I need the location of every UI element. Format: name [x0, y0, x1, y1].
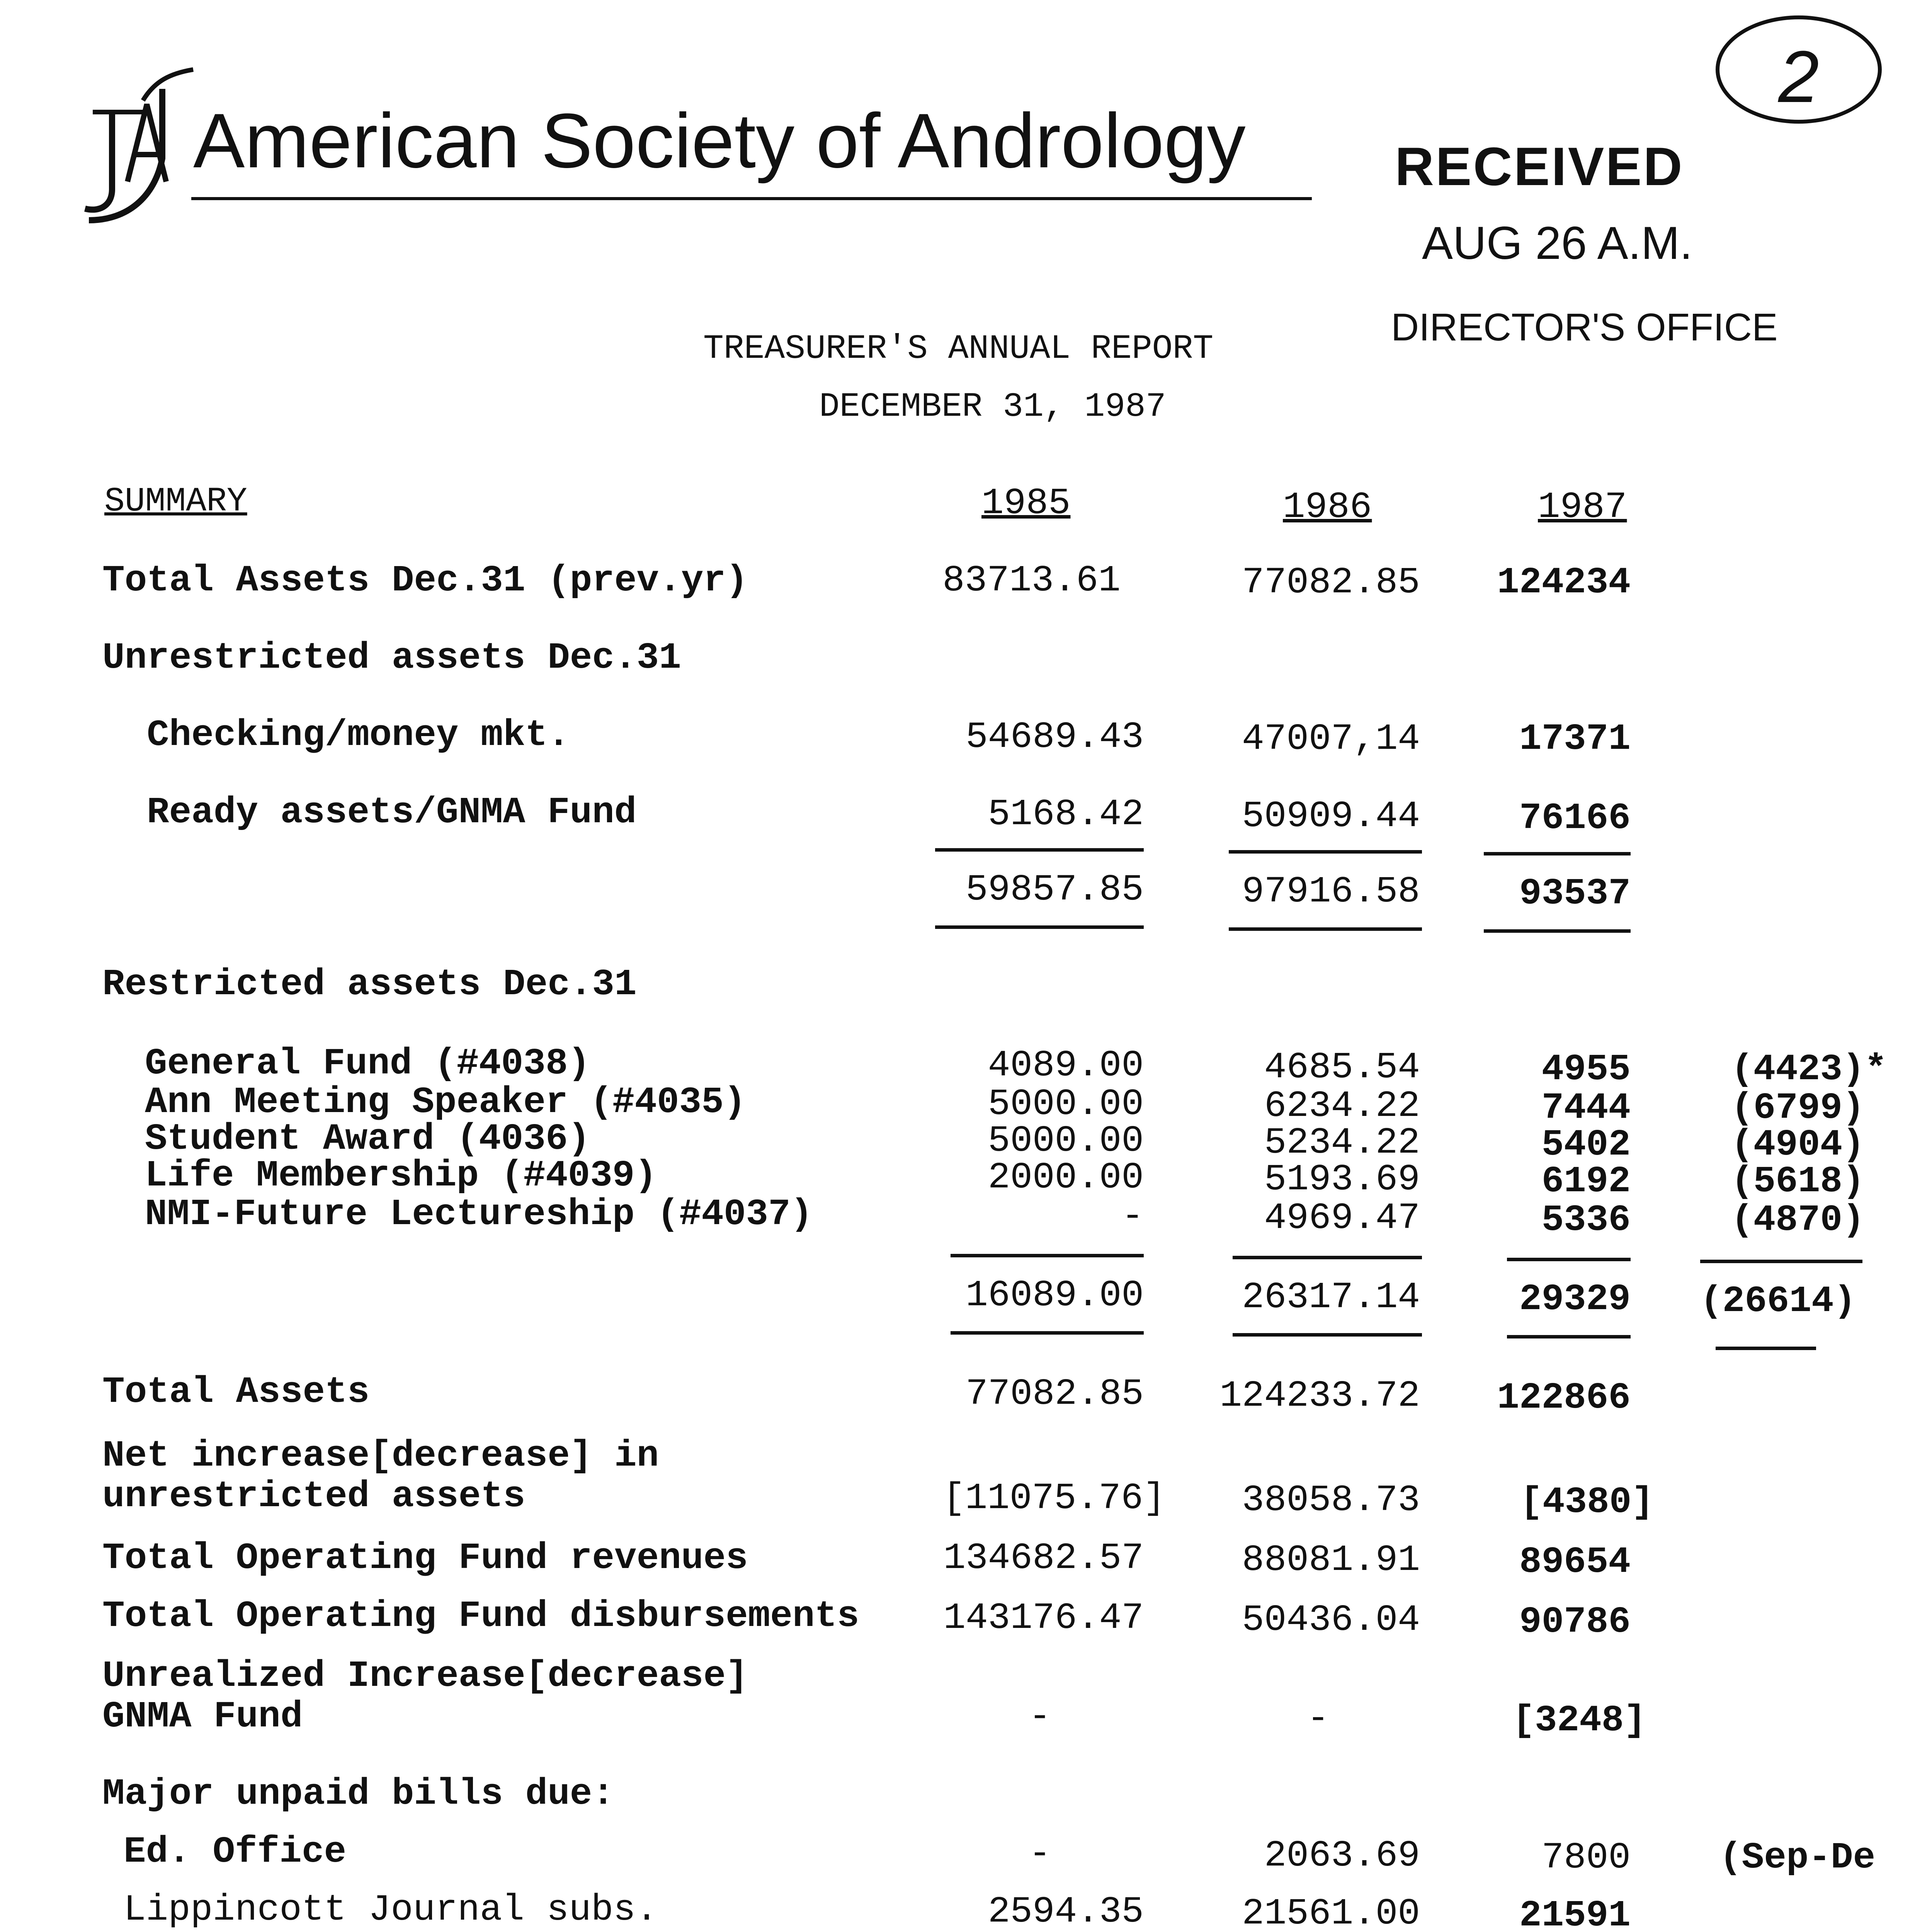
- cell: -: [1029, 1833, 1051, 1875]
- subtotal: 16089.00: [966, 1274, 1144, 1316]
- cell: 38058.73: [1242, 1479, 1420, 1521]
- report-date: DECEMBER 31, 1987: [819, 388, 1166, 426]
- principal: (4870): [1731, 1199, 1865, 1241]
- row-label: Student Award (4036): [145, 1118, 590, 1160]
- rule: [1229, 927, 1422, 931]
- cell: 76166: [1519, 797, 1631, 839]
- cell: 6234.22: [1264, 1085, 1420, 1127]
- section-heading: Major unpaid bills due:: [102, 1773, 615, 1815]
- cell: 21561.00: [1242, 1893, 1420, 1932]
- section-heading: Unrestricted assets Dec.31: [102, 637, 681, 679]
- circled-page-number: 2: [1716, 15, 1882, 124]
- cell: 77082.85: [966, 1373, 1144, 1415]
- rule: [1507, 1335, 1631, 1338]
- subtotal: 97916.58: [1242, 871, 1420, 913]
- year-1985: 1985: [981, 482, 1071, 524]
- cell: 17371: [1519, 718, 1631, 760]
- cell: 88081.91: [1242, 1539, 1420, 1581]
- cell: 2000.00: [988, 1156, 1144, 1199]
- row-label: Checking/money mkt.: [147, 714, 570, 756]
- row-label: Ed. Office: [124, 1831, 347, 1873]
- cell: 50436.04: [1242, 1599, 1420, 1641]
- cell: 143176.47: [943, 1597, 1144, 1639]
- rule: [935, 925, 1144, 929]
- principal: (4423)*: [1731, 1048, 1887, 1090]
- cell: 83713.61: [942, 560, 1121, 602]
- cell: 134682.57: [943, 1537, 1144, 1579]
- note: (Sep-De: [1719, 1837, 1876, 1879]
- cell: 124233.72: [1219, 1375, 1420, 1417]
- principal: (6799): [1731, 1087, 1865, 1129]
- cell: -: [1029, 1696, 1051, 1738]
- rule: [951, 1331, 1144, 1335]
- cell: 124234: [1497, 561, 1631, 604]
- cell: [3248]: [1512, 1699, 1646, 1742]
- letterhead-underline: [191, 197, 1312, 200]
- report-title: TREASURER'S ANNUAL REPORT: [703, 330, 1214, 368]
- cell: 5402: [1541, 1124, 1631, 1166]
- row-label: Lippincott Journal subs.: [124, 1889, 658, 1931]
- row-label: Net increase[decrease] in: [102, 1435, 659, 1477]
- cell: 90786: [1519, 1601, 1631, 1643]
- row-label: Unrealized Increase[decrease]: [102, 1655, 748, 1697]
- cell: [11075.76]: [943, 1477, 1166, 1519]
- cell: 5000.00: [988, 1083, 1144, 1125]
- rule: [1229, 850, 1422, 854]
- rule: [1507, 1258, 1631, 1261]
- subtotal: 29329: [1519, 1278, 1631, 1320]
- row-label: Total Assets Dec.31 (prev.yr): [102, 560, 748, 602]
- row-label: Total Assets: [102, 1371, 370, 1413]
- cell: -: [1307, 1697, 1329, 1740]
- rule: [935, 848, 1144, 852]
- cell: 47007,14: [1242, 718, 1420, 760]
- rule: [1233, 1256, 1422, 1259]
- rule: [1716, 1347, 1816, 1350]
- row-label: General Fund (#4038): [145, 1043, 590, 1085]
- row-label: Total Operating Fund disbursements: [102, 1595, 859, 1637]
- cell: [4380]: [1520, 1481, 1654, 1523]
- cell: 6192: [1541, 1160, 1631, 1202]
- row-label: Total Operating Fund revenues: [102, 1537, 748, 1579]
- cell: 122866: [1497, 1377, 1631, 1419]
- cell: -: [1121, 1195, 1144, 1237]
- cell: 5168.42: [988, 793, 1144, 835]
- subtotal: 93537: [1519, 872, 1631, 915]
- stamp-date: AUG 26 A.M.: [1422, 217, 1693, 269]
- summary-heading: SUMMARY: [104, 483, 247, 521]
- row-label: Ann Meeting Speaker (#4035): [145, 1081, 746, 1123]
- subtotal: 26317.14: [1242, 1276, 1420, 1318]
- row-label: Life Membership (#4039): [145, 1155, 657, 1197]
- cell: 77082.85: [1242, 561, 1420, 604]
- rule: [951, 1254, 1144, 1257]
- row-label: unrestricted assets: [102, 1475, 526, 1517]
- cell: 2594.35: [988, 1891, 1144, 1932]
- row-label: Ready assets/GNMA Fund: [147, 791, 637, 833]
- org-name: American Society of Andrology: [193, 98, 1246, 184]
- cell: 4955: [1541, 1048, 1631, 1090]
- cell: 5193.69: [1264, 1158, 1420, 1201]
- cell: 50909.44: [1242, 795, 1420, 837]
- cell: 5336: [1541, 1199, 1631, 1241]
- rule: [1233, 1333, 1422, 1337]
- cell: 5000.00: [988, 1120, 1144, 1162]
- principal: (4904): [1731, 1124, 1865, 1166]
- cell: 4969.47: [1264, 1197, 1420, 1239]
- cell: 4685.54: [1264, 1046, 1420, 1088]
- stamp-office: DIRECTOR'S OFFICE: [1391, 306, 1778, 349]
- society-logo: [66, 66, 205, 228]
- cell: 2063.69: [1264, 1835, 1420, 1877]
- row-label: GNMA Fund: [102, 1696, 303, 1738]
- cell: 21591: [1519, 1895, 1631, 1932]
- subtotal: 59857.85: [966, 869, 1144, 911]
- rule: [1484, 852, 1631, 855]
- cell: 5234.22: [1264, 1122, 1420, 1164]
- cell: 4089.00: [988, 1044, 1144, 1087]
- cell: 89654: [1519, 1541, 1631, 1583]
- row-label: NMI-Future Lectureship (#4037): [145, 1193, 813, 1235]
- principal-total: (26614): [1700, 1280, 1856, 1322]
- rule: [1484, 929, 1631, 933]
- cell: 7444: [1541, 1087, 1631, 1129]
- rule: [1700, 1260, 1862, 1263]
- year-1987: 1987: [1538, 486, 1627, 528]
- stamp-received: RECEIVED: [1395, 136, 1684, 197]
- section-heading: Restricted assets Dec.31: [102, 963, 637, 1005]
- year-1986: 1986: [1283, 486, 1372, 528]
- cell: 54689.43: [966, 716, 1144, 758]
- principal: (5618): [1731, 1160, 1865, 1202]
- cell: 7800: [1541, 1837, 1631, 1879]
